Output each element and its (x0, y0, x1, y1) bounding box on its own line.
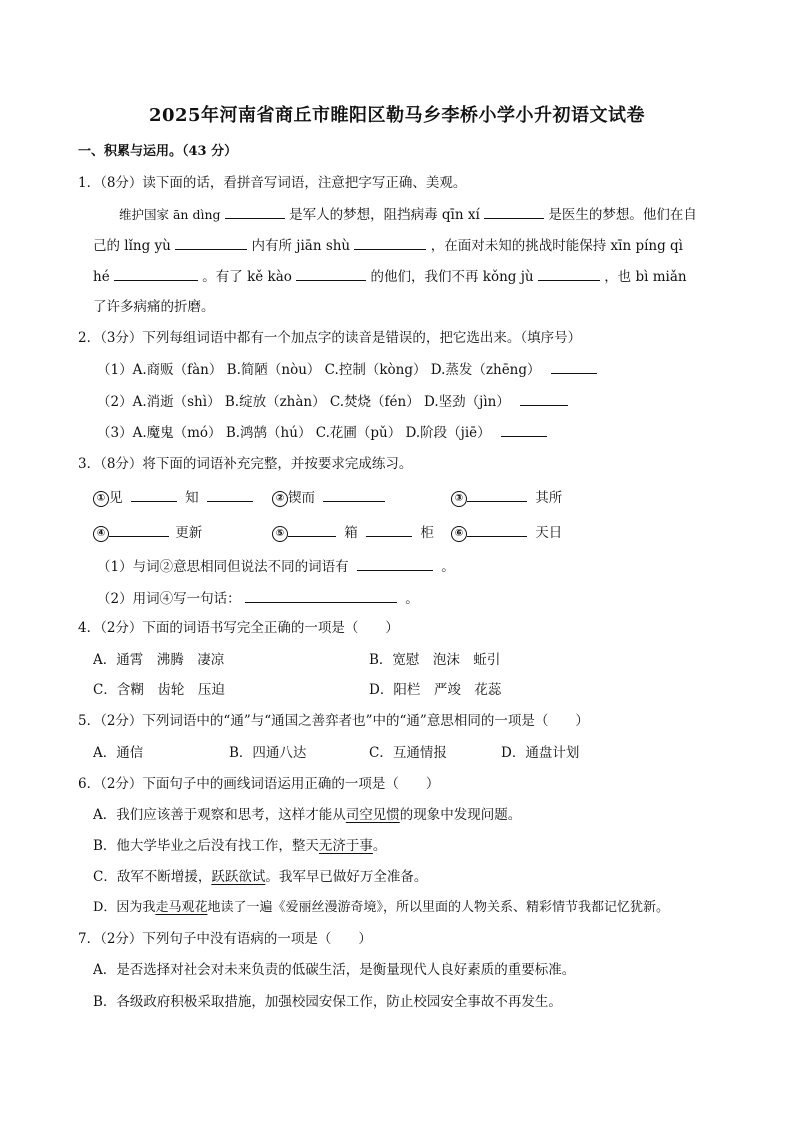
question-7-stem: 7．（2分）下列句子中没有语病的一项是（ ） (78, 931, 372, 947)
question-6-stem: 6．（2分）下面句子中的画线词语运用正确的一项是（ ） (78, 776, 440, 792)
answer-blank[interactable] (551, 359, 597, 374)
idiom-3: ③ 其所 (451, 487, 562, 508)
option-c[interactable]: C．互通情报 (369, 745, 447, 761)
question-4-stem: 4．（2分）下面的词语书写完全正确的一项是（ ） (78, 620, 399, 636)
idiom-6: ⑥ 天日 (451, 522, 562, 543)
option-b[interactable]: B．宽慰 泡沫 蚯引 (369, 652, 501, 668)
question-2-stem: 2．（3分）下列每组词语中都有一个加点字的读音是错误的，把它选出来。（填序号） (78, 330, 582, 346)
option-b[interactable]: B．四通八达 (229, 745, 307, 761)
answer-blank[interactable] (114, 266, 198, 281)
answer-blank[interactable] (288, 522, 336, 537)
answer-blank[interactable] (354, 235, 426, 250)
underlined-term: 司空见惯 (345, 807, 400, 823)
question-3-sub-2: （2）用词④写一句话： 。 (97, 588, 419, 609)
question-5-stem: 5．（2分）下列词语中的“通”与“通国之善弈者也”中的“通”意思相同的一项是（ ） (78, 713, 589, 729)
question-1-stem: 1．（8分）读下面的话，看拼音写词语，注意把字写正确、美观。 (78, 175, 467, 191)
underlined-term: 跃跃欲试 (211, 869, 266, 885)
answer-blank[interactable] (245, 588, 397, 603)
option-a[interactable]: A．我们应该善于观察和思考，这样才能从司空见惯的现象中发现问题。 (93, 807, 522, 823)
answer-blank[interactable] (225, 204, 285, 219)
answer-blank[interactable] (131, 487, 177, 502)
option-b[interactable]: B．他大学毕业之后没有找工作，整天无济于事。 (93, 838, 387, 854)
option-d[interactable]: D．阳栏 严竣 花蕊 (369, 682, 502, 698)
option-a[interactable]: A．是否选择对社会对未来负责的低碳生活，是衡量现代人良好素质的重要标准。 (93, 962, 576, 978)
answer-blank[interactable] (175, 235, 247, 250)
answer-blank[interactable] (501, 422, 547, 437)
answer-blank[interactable] (520, 391, 568, 406)
option-d[interactable]: D．因为我走马观花地读了一遍《爱丽丝漫游奇境》，所以里面的人物关系、精彩情节我都记忆犹新。 (93, 900, 669, 915)
underlined-term: 走马观花 (155, 900, 208, 915)
answer-blank[interactable] (366, 522, 412, 537)
section-heading: 一、积累与运用。（43 分） (78, 144, 238, 159)
option-a[interactable]: A．通信 (93, 745, 144, 761)
question-2-row-2: （2）A.消逝（shì） B.绽放（zhàn） C.焚烧（fén） D.坚劲（jìn） (97, 391, 568, 412)
idiom-2: ② 锲而 (272, 487, 385, 508)
idiom-1: ① 见 知 (93, 487, 253, 508)
option-d[interactable]: D．通盘计划 (501, 745, 580, 761)
answer-blank[interactable] (109, 522, 169, 537)
option-b[interactable]: B．各级政府积极采取措施，加强校园安保工作，防止校园安全事故不再发生。 (93, 994, 562, 1010)
answer-blank[interactable] (207, 487, 253, 502)
question-1-line-3: hé 。有了 kě kào 的他们，我们不再 kǒng jù ，也 bì miǎn (93, 266, 687, 287)
idiom-5: ⑤ 箱 柜 (272, 522, 434, 543)
option-c[interactable]: C．敌军不断增援，跃跃欲试。我军早已做好万全准备。 (93, 869, 428, 885)
underlined-term: 无济于事 (318, 838, 373, 854)
answer-blank[interactable] (484, 204, 544, 219)
question-2-row-1: （1）A.商贩（fàn） B.简陋（nòu） C.控制（kòng） D.蒸发（zhēng） (97, 359, 597, 380)
question-3-stem: 3．（8分）将下面的词语补充完整，并按要求完成练习。 (78, 456, 413, 472)
question-1-line-1: 维护国家 ān dìng 是军人的梦想，阻挡病毒 qīn xí 是医生的梦想。他们在自 (119, 204, 697, 225)
option-c[interactable]: C．含糊 齿轮 压迫 (93, 682, 225, 698)
page-title: 2025年河南省商丘市睢阳区勒马乡李桥小学小升初语文试卷 (148, 105, 646, 126)
answer-blank[interactable] (467, 522, 527, 537)
question-3-sub-1: （1）与词②意思相同但说法不同的词语有 。 (97, 556, 455, 577)
idiom-4: ④ 更新 (93, 522, 202, 543)
answer-blank[interactable] (538, 266, 600, 281)
answer-blank[interactable] (323, 487, 385, 502)
answer-blank[interactable] (467, 487, 527, 502)
answer-blank[interactable] (296, 266, 366, 281)
question-1-line-4: 了许多病痛的折磨。 (93, 299, 215, 315)
answer-blank[interactable] (357, 556, 433, 571)
question-1-line-2: 己的 lǐng yù 内有所 jiān shù ，在面对未知的挑战时能保持 xīn píng qì (93, 235, 683, 256)
option-a[interactable]: A．通霄 沸腾 凄凉 (93, 652, 225, 668)
question-2-row-3: （3）A.魔鬼（mó） B.鸿鹄（hú） C.花圃（pǔ） D.阶段（jiē） (97, 422, 547, 443)
